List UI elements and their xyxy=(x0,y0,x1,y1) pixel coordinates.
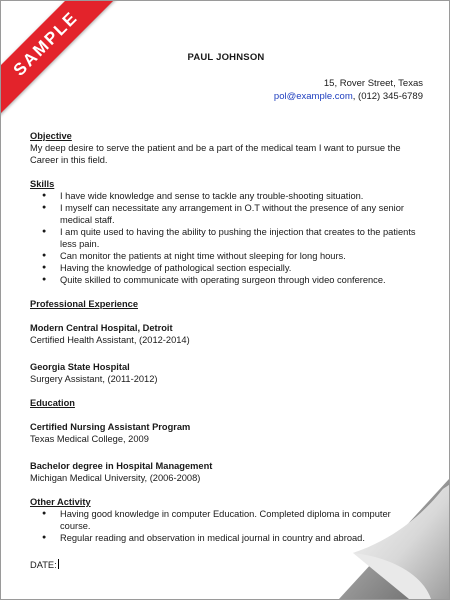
applicant-name: PAUL JOHNSON xyxy=(187,52,265,63)
education-heading: Education xyxy=(30,398,75,408)
experience-entry-title: Modern Central Hospital, Detroit xyxy=(30,323,173,333)
email-link[interactable]: pol@example.com xyxy=(273,91,353,102)
text-cursor xyxy=(58,559,59,569)
experience-entry-role: Certified Health Assistant, (2012-2014) xyxy=(30,335,190,345)
skill-item: ● Quite skilled to communicate with operating surgeon through video conference. xyxy=(42,274,422,286)
education-entry-title: Bachelor degree in Hospital Management xyxy=(30,461,213,471)
education-entry-school: Michigan Medical University, (2006-2008) xyxy=(30,473,201,483)
skills-list xyxy=(30,190,422,286)
experience-heading: Professional Experience xyxy=(30,299,138,309)
sample-watermark-ribbon: SAMPLE xyxy=(0,0,118,116)
contact-line xyxy=(274,91,423,102)
activity-item: ● Having good knowledge in computer Education. Completed diploma in computer course. xyxy=(42,508,422,532)
date-label: DATE: xyxy=(30,560,57,570)
objective-text: My deep desire to serve the patient and be a part of the medical team I want to pursue the Career in this field. xyxy=(30,143,401,165)
page-curl-icon xyxy=(339,479,449,599)
experience-entry-role: Surgery Assistant, (2011-2012) xyxy=(30,374,158,384)
education-entry-school: Texas Medical College, 2009 xyxy=(30,434,149,444)
skill-item: ● Can monitor the patients at night time without sleeping for long hours. xyxy=(42,250,422,262)
address-line: 15, Rover Street, Texas xyxy=(323,78,423,89)
activity-item: ● Regular reading and observation in medical journal in country and abroad. xyxy=(42,532,422,544)
skill-item: ● I have wide knowledge and sense to tackle any trouble-shooting situation. xyxy=(42,190,422,202)
education-entry-title: Certified Nursing Assistant Program xyxy=(30,422,191,432)
experience-entry-title: Georgia State Hospital xyxy=(30,362,130,372)
skill-item: ● Having the knowledge of pathological section especially. xyxy=(42,262,422,274)
skill-item: ● I am quite used to having the ability to pushing the injection that creates to the patients less pain. xyxy=(42,226,422,250)
activity-heading: Other Activity xyxy=(30,497,91,507)
phone-text: , (012) 345-6789 xyxy=(352,91,423,102)
skill-item: ● I myself can necessitate any arrangement in O.T without the presence of any senior medical staff. xyxy=(42,202,422,226)
skills-heading: Skills xyxy=(30,179,55,189)
objective-heading: Objective xyxy=(30,131,72,141)
